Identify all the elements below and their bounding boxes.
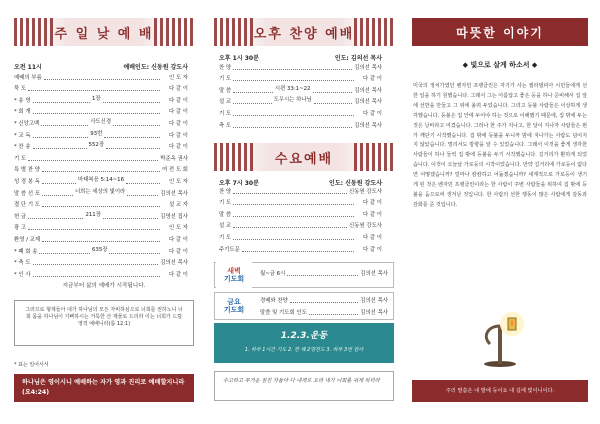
order-row — [14, 209, 188, 221]
order-item-leader: 김의선 목사 — [354, 122, 382, 129]
leader-dots — [103, 218, 158, 219]
lamp-post — [498, 326, 502, 364]
order-item-label: 축 도 — [219, 122, 232, 129]
order-item-detail: 사도신경 — [90, 118, 112, 125]
order-item-label: 기 도 — [219, 234, 232, 241]
afternoon-banner — [214, 18, 394, 46]
leader-dots — [28, 211, 158, 219]
leader-dots — [42, 195, 73, 196]
order-item-leader: 다 같 이 — [168, 120, 188, 127]
sunday-banner — [14, 18, 194, 46]
order-item-leader: 다 같 이 — [168, 236, 188, 243]
leader-dots — [233, 92, 273, 93]
afternoon-title: 오후 찬양 예배 — [253, 26, 355, 42]
order-row — [219, 230, 382, 242]
order-row — [14, 198, 188, 210]
leader-dots — [41, 118, 160, 126]
order-row — [219, 207, 382, 219]
friday-row-2 — [260, 305, 388, 317]
leader-dots — [106, 148, 160, 149]
order-item-label: * 송 영 — [14, 97, 31, 104]
sunday-title: 주 일 낮 예 배 — [54, 26, 154, 42]
friday-line1-leader: 김의선 목사 — [360, 297, 388, 304]
order-row — [14, 105, 188, 117]
banner-stripes-left — [14, 18, 54, 46]
order-row — [219, 242, 382, 254]
friday-row-1 — [260, 293, 388, 305]
sunday-leader: 예배인도: 신동원 강도사 — [123, 64, 188, 71]
friday-tag-top: 금요 — [227, 298, 241, 306]
story-title: 빛으로 살게 하소서 — [470, 61, 530, 69]
leader-dots — [103, 102, 160, 103]
diamond-icon: ◆ — [529, 61, 538, 69]
order-item-label: 묵 도 — [14, 86, 27, 93]
invitation-verse: 수고하고 무거운 짐진 자들아 다 내게로 오라 내가 너희를 쉬게 하리라 — [214, 371, 394, 401]
leader-dots — [28, 229, 160, 230]
order-item-leader: 다 같 이 — [168, 144, 188, 151]
leader-dots — [113, 125, 160, 126]
order-row — [14, 244, 188, 256]
leader-dots — [42, 176, 160, 184]
order-item-label: 광 고 — [14, 225, 27, 232]
leader-dots — [39, 246, 160, 254]
diamond-icon: ◆ — [462, 61, 471, 69]
order-item-label: * 신앙고백 — [14, 120, 40, 127]
banner-stripes-right — [354, 18, 394, 46]
leader-dots — [314, 103, 352, 104]
order-item-leader: 다 같 이 — [168, 248, 188, 255]
banner-stripes-left — [214, 18, 254, 46]
sunday-verse-bar — [14, 374, 194, 402]
leader-dots — [28, 90, 160, 91]
order-item-label: 기 도 — [14, 155, 27, 162]
order-item-leader: 다 같 이 — [362, 246, 382, 253]
order-item-detail: 너희는 세상의 빛이라 — [74, 188, 126, 195]
order-row — [219, 196, 382, 208]
leader-dots — [233, 80, 354, 81]
leader-dots — [309, 314, 358, 315]
story-footer-verse: 주의 말씀은 내 발에 등이요 내 길에 빛이니이다. — [445, 388, 555, 394]
order-item-leader: 여 전 도 회 — [162, 167, 188, 174]
order-item-detail: 635장 — [91, 246, 108, 253]
sunday-quote-box — [14, 300, 194, 346]
sunday-footnote: * 표는 일어서서 — [14, 362, 49, 368]
order-row — [14, 116, 188, 128]
leader-dots — [33, 130, 160, 138]
order-row — [14, 186, 188, 198]
leader-dots — [287, 275, 358, 276]
leader-dots — [233, 96, 352, 104]
order-row — [14, 151, 188, 163]
leader-dots — [127, 195, 158, 196]
wednesday-leader: 인도: 신동원 강도사 — [329, 180, 382, 187]
wednesday-order-list — [219, 184, 382, 254]
order-item-label: 설 교 — [219, 223, 232, 230]
order-item-detail: 시편 33:1~22 — [274, 85, 311, 92]
order-item-leader: 김영선 집사 — [160, 213, 188, 220]
order-item-leader: 인 도 자 — [168, 74, 188, 81]
order-item-leader: 김의선 목사 — [354, 64, 382, 71]
lamp-arm — [486, 326, 500, 344]
order-item-leader: 설 교 자 — [168, 202, 188, 209]
dawn-prayer-tag — [216, 262, 252, 288]
dawn-prayer-time: 월~금 6시 — [260, 270, 286, 277]
leader-dots — [33, 113, 160, 114]
order-item-leader: 다 같 이 — [168, 97, 188, 104]
friday-prayer-tag — [216, 293, 252, 319]
order-item-leader: 다 같 이 — [168, 271, 188, 278]
order-item-label: 말 씀 — [219, 87, 232, 94]
friday-line2-label: 말씀 및 기도회 인도 — [260, 309, 307, 316]
order-item-leader: 김의선 목사 — [160, 260, 188, 267]
order-row — [219, 118, 382, 130]
leader-dots — [242, 251, 354, 252]
leader-dots — [109, 253, 160, 254]
order-row — [14, 221, 188, 233]
leader-dots — [233, 227, 347, 228]
leader-dots — [42, 241, 160, 242]
movement-subtitle: 1. 하루 1시간 기도 2. 한 해 2명전도 3. 하루 3번 감사 — [244, 347, 364, 353]
order-item-label: 헌 금 — [14, 213, 27, 220]
leader-dots — [233, 216, 354, 217]
leader-dots — [42, 183, 76, 184]
order-item-label: 환영 / 교제 — [14, 236, 41, 243]
leader-dots — [42, 188, 158, 196]
order-row — [14, 70, 188, 82]
order-item-label: 기 도 — [219, 200, 232, 207]
friday-line1-label: 경배와 찬양 — [260, 297, 288, 304]
order-item-leader: 박준옥 권사 — [160, 155, 188, 162]
order-row — [14, 140, 188, 152]
order-item-leader: 다 같 이 — [168, 132, 188, 139]
order-item-leader: 다 같 이 — [362, 76, 382, 83]
order-item-label: 기 도 — [219, 110, 232, 117]
order-item-label: * 축 도 — [14, 260, 31, 267]
leader-dots — [42, 206, 160, 207]
sunday-closing: 지금부터 삶의 예배가 시작됩니다. — [62, 283, 146, 289]
leader-dots — [233, 193, 347, 194]
sunday-quote: 그러므로 형제들아 내가 하나님의 모든 자비하심으로 너희를 권하노니 너희 몸을 하나님이 기뻐하시는 거룩한 산 제물로 드리라 이는 너희가 드릴 영적 예배니라(롬 12:1) — [25, 307, 183, 327]
leader-dots — [41, 125, 88, 126]
order-item-leader: 신동원 강도사 — [349, 223, 382, 230]
sunday-time: 오전 11시 — [14, 64, 42, 71]
leader-dots — [233, 103, 271, 104]
order-item-label: * 인 사 — [14, 271, 31, 278]
order-item-label: * 교 독 — [14, 132, 31, 139]
story-banner — [412, 18, 588, 46]
order-item-label: 기 도 — [219, 76, 232, 83]
afternoon-order-list — [219, 60, 382, 130]
order-item-leader: 다 같 이 — [362, 110, 382, 117]
movement-banner — [214, 323, 394, 363]
friday-tag-bottom: 기도회 — [223, 306, 245, 314]
leader-dots — [44, 79, 160, 80]
story-banner-title: 따뜻한 이야기 — [456, 25, 544, 40]
order-item-label: 찬 양 — [219, 64, 232, 71]
leader-dots — [126, 183, 160, 184]
order-row — [219, 219, 382, 231]
leader-dots — [33, 102, 90, 103]
order-item-label: 예배의 부름 — [14, 74, 42, 81]
lamp-illustration — [470, 306, 530, 368]
wednesday-banner — [214, 143, 394, 171]
leader-dots — [233, 239, 354, 240]
order-item-detail: 211장 — [85, 211, 101, 218]
leader-dots — [33, 141, 160, 149]
leader-dots — [42, 171, 160, 172]
order-item-label: * 폐 회 송 — [14, 248, 38, 255]
order-row — [219, 106, 382, 118]
order-item-detail: 93번 — [90, 130, 103, 137]
banner-stripes-right — [354, 143, 394, 171]
order-item-label: 성 경 봉 독 — [14, 178, 40, 185]
leader-dots — [233, 85, 352, 93]
order-item-leader: 다 같 이 — [168, 109, 188, 116]
banner-stripes-right — [154, 18, 194, 46]
order-item-leader: 김의선 목사 — [354, 99, 382, 106]
order-item-leader: 다 같 이 — [362, 234, 382, 241]
wednesday-title: 수요예배 — [274, 151, 334, 167]
sunday-verse: 하나님은 영이시니 예배하는 자가 영과 진리로 예배할지니라 (요4:24) — [22, 379, 185, 396]
dawn-tag-bottom: 기도회 — [223, 275, 245, 283]
banner-stripes-left — [214, 143, 254, 171]
afternoon-time: 오후 1시 30분 — [219, 55, 259, 62]
story-title-line — [412, 60, 588, 70]
leader-dots — [33, 276, 160, 277]
order-row — [14, 128, 188, 140]
order-row — [14, 82, 188, 94]
order-row — [219, 60, 382, 72]
leader-dots — [233, 127, 352, 128]
order-item-detail: 552장 — [88, 142, 105, 149]
order-item-leader: 인 도 자 — [168, 178, 188, 185]
leader-dots — [233, 115, 354, 116]
order-item-leader: 김의선 목사 — [354, 87, 382, 94]
leader-dots — [28, 160, 158, 161]
order-item-detail: 1장 — [91, 95, 101, 102]
movement-title: 1.2.3.운동 — [280, 331, 328, 341]
order-item-label: 설 교 — [219, 99, 232, 106]
order-item-leader: 다 같 이 — [168, 86, 188, 93]
order-item-leader: 신동원 강도사 — [349, 188, 382, 195]
order-item-label: * 찬 송 — [14, 144, 31, 151]
order-item-leader: 다 같 이 — [362, 211, 382, 218]
order-row — [219, 72, 382, 84]
afternoon-leader: 인도: 김의선 목사 — [334, 55, 382, 62]
order-row — [14, 174, 188, 186]
order-item-leader: 김의선 목사 — [160, 190, 188, 197]
dawn-prayer-leader: 김의선 목사 — [360, 270, 388, 277]
order-row — [14, 267, 188, 279]
sunday-panel — [0, 0, 200, 424]
order-item-label: * 회 개 — [14, 109, 31, 116]
leader-dots — [313, 92, 353, 93]
order-item-detail: 도우시는 하나님 — [273, 97, 312, 104]
order-item-detail: 마태복음 5:14~16 — [77, 176, 125, 183]
leader-dots — [233, 204, 354, 205]
story-body: 미국의 정치가였던 벤자민 프랭클린은 자기가 사는 필라델피아 시민들에게 선한 일을 하기 원했습니다. 그래서 그는 아름답고 좋은 등을 하나 준비해서 집 앞에 선반을 만들고 그 위에 올려 두었습니다. 그리고 등불 사람들은 이상하게 생각했습니다. 등불은 집 안에 두어야 하는 것으로 이해했기 때문에, 집 밖에 두는 것은 낭비라고 여겼습니다. 그러나 한 주가 지나고, 한 달이 지나자 사람들은 뭔가 깨닫기 시작했습니다. 집 밖에 등불을 두니까 밤에 지나가는 사람도 넘어지지 않았습니다. 멀리서도 방향을 알 수 있었습니다. 그래서 이것을 좋게 생각한 사람들이 하나 둘씩 집 밖에 등불을 두기 시작했습니다. 길거리가 환하게 되었습니다. 이것이 오늘날 가로등의 시작이었습니다. 만약 길거리에 가로등이 없다면 어떻겠습니까? 얼마나 캄캄하고 어둡겠습니까? 세계적으로 가로등이 생기게 된 것은 벤자민 프랭클린이라는 한 사람이 주변 사람들을 위하여 집 밖에 등불을 둠으로써 생겨난 것입니다. 한 사람의 선한 행동이 많은 사람에게 감동과 감화를 준 것입니다. — [413, 83, 587, 208]
order-item-leader: 인 도 자 — [168, 225, 188, 232]
friday-line2-leader: 김의선 목사 — [360, 309, 388, 316]
order-item-label: 결 단 기 도 — [14, 202, 40, 209]
order-row — [219, 184, 382, 196]
story-footer-bar — [412, 380, 588, 402]
leader-dots — [104, 137, 160, 138]
order-item-label: 주기도문 — [219, 246, 240, 253]
wednesday-time: 오후 7시 30분 — [219, 180, 259, 187]
leader-dots — [233, 69, 352, 70]
leader-dots — [33, 148, 87, 149]
order-row — [219, 95, 382, 107]
order-item-label: 특 별 찬 양 — [14, 167, 40, 174]
order-row — [219, 83, 382, 95]
leader-dots — [290, 302, 358, 303]
order-item-label: 말 씀 선 포 — [14, 190, 40, 197]
order-item-leader: 다 같 이 — [362, 200, 382, 207]
order-item-label: 말 씀 — [219, 211, 232, 218]
dawn-prayer-row — [260, 266, 388, 278]
order-item-label: 찬 양 — [219, 188, 232, 195]
leader-dots — [33, 264, 159, 265]
sunday-order-list — [14, 70, 188, 279]
dawn-tag-top: 새벽 — [227, 267, 241, 275]
order-row — [14, 232, 188, 244]
leader-dots — [33, 95, 160, 103]
order-row — [14, 93, 188, 105]
order-row — [14, 256, 188, 268]
leader-dots — [33, 137, 89, 138]
leader-dots — [39, 253, 90, 254]
leader-dots — [28, 218, 83, 219]
order-row — [14, 163, 188, 175]
